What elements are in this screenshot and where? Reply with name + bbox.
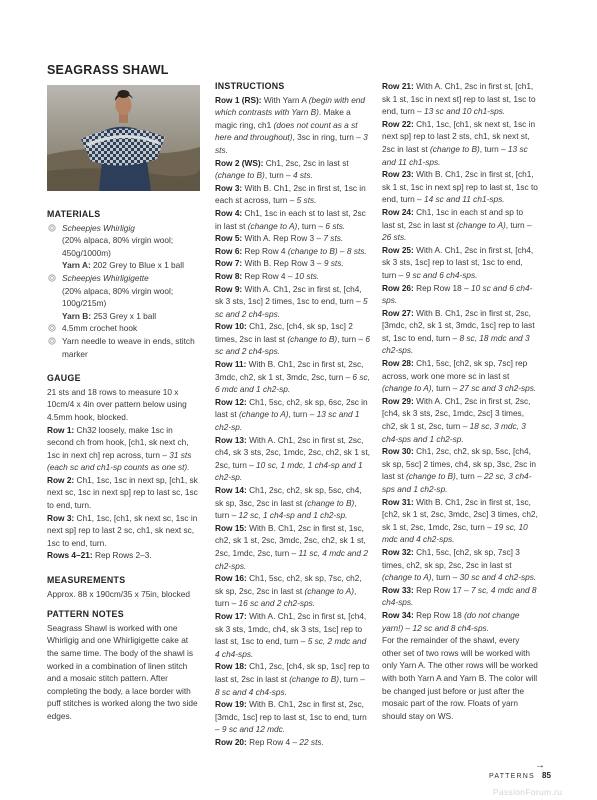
- pattern-row-label: Row 4:: [215, 207, 243, 218]
- pattern-row-note: 6 sts.: [325, 220, 346, 231]
- pattern-row: [215, 572, 370, 610]
- yarn-bullet-icon: [48, 274, 56, 282]
- pattern-row-text: With A. Ch1, 2sc in first st, [ch1, sk 1 st, 1sc in next st] rep to last st, 1sc to end, turn –: [382, 81, 536, 117]
- pattern-row-note: (change to B): [304, 497, 355, 508]
- pattern-row-note: 30 sc and 4 ch2-sps.: [459, 572, 537, 583]
- pattern-row-text: Ch1, 2sc, 2sc in last st: [263, 157, 349, 168]
- pattern-notes-text: Seagrass Shawl is worked with one Whirligig and one Whirligigette cake at the same time. The body of the shawl is worked in a combination of linen stitch and a mosaic stitch pattern. After completing the body, a lace border with puff stitches is worked along the two side edges.: [47, 622, 198, 721]
- pattern-row-text: Rep Row 4: [242, 245, 288, 256]
- pattern-row-note: 4 sts.: [292, 170, 313, 181]
- gauge-row-1: [47, 424, 200, 474]
- pattern-row-note: (change to B): [429, 143, 480, 154]
- pattern-row-text: With A. Rep Row 3 –: [242, 233, 324, 244]
- pattern-row: [215, 660, 370, 698]
- pattern-row-note: 13 sc and 10 ch1-sps.: [423, 106, 506, 117]
- pattern-row-text: With B. Ch1, 2sc in first st, 1sc in each st across, turn –: [215, 182, 366, 206]
- pattern-row-label: Row 23:: [382, 169, 414, 180]
- pattern-row-label: Row 15:: [215, 522, 247, 533]
- pattern-row-note: 16 sc and 2 ch2-sps.: [238, 598, 316, 609]
- pattern-row-label: Row 25:: [382, 244, 414, 255]
- pattern-row-label: Row 7:: [215, 258, 243, 269]
- pattern-row: [215, 182, 370, 207]
- footer-section-label: PATTERNS: [489, 773, 535, 780]
- pattern-row-note: 7 sc, 4 mdc and 8 ch4-sps.: [382, 584, 537, 608]
- pattern-row: [215, 320, 370, 358]
- pattern-row-label: Row 30:: [382, 446, 414, 457]
- pattern-row-label: Row 27:: [382, 307, 414, 318]
- pattern-row-text: With A. Ch1, 2sc in first st, 2sc, [ch4, sk 3 sts, 2sc, 1mdc, 2sc] 3 times, ch2, sk 1 st, 2sc, turn –: [382, 395, 531, 432]
- yarn-b-line: [47, 310, 200, 323]
- gauge-heading: GAUGE: [47, 373, 81, 384]
- pattern-row-text: Ch1, 2sc, ch2, sk sp, 5sc, ch4, sk sp, 3sc, 2sc in last st: [215, 485, 362, 508]
- pattern-row: [382, 357, 538, 395]
- yarn-b-text: 253 Grey x 1 ball: [91, 310, 157, 321]
- pattern-row-text: , turn –: [505, 219, 532, 230]
- gauge-row-label: Row 3:: [47, 512, 75, 523]
- pattern-row: [215, 270, 370, 283]
- pattern-row-text: –: [403, 622, 413, 633]
- gauge-rows-repeat: [47, 549, 200, 562]
- pattern-row-label: Row 33:: [382, 584, 414, 595]
- pattern-row-text: –: [337, 245, 347, 256]
- pattern-row-label: Row 13:: [215, 434, 247, 445]
- pattern-row-text: , 3sc in ring, turn –: [292, 132, 364, 143]
- pattern-row-note: 11 sc, 4 mdc and 2 ch2-sps.: [215, 547, 368, 571]
- pattern-row-text: With Yarn A: [261, 94, 309, 105]
- pattern-notes-heading: PATTERN NOTES: [47, 609, 124, 620]
- pattern-row-text: , turn –: [288, 409, 317, 420]
- pattern-row-text: . Make a magic ring, ch1: [215, 107, 351, 130]
- pattern-row-label: Row 32:: [382, 546, 414, 557]
- yarn2-name: Scheepjes Whirligigette: [62, 272, 149, 283]
- pattern-row-note: (change to A): [382, 572, 432, 583]
- pattern-row-note: (change to A): [382, 383, 432, 394]
- yarn1-composition-a: (20% alpaca, 80% virgin wool;: [62, 235, 174, 246]
- pattern-row-note: 7 sts.: [323, 233, 344, 244]
- pattern-row-text: , turn –: [479, 143, 508, 154]
- pattern-row-note: (change to B): [215, 170, 265, 181]
- instructions-continued-column: [382, 80, 538, 722]
- pattern-row-label: Row 22:: [382, 118, 414, 129]
- pattern-row-text: Ch1, 2sc, [ch4, sk sp, 1sc] rep to last st, 2sc in last st: [215, 661, 370, 684]
- pattern-row-label: Row 9:: [215, 283, 243, 294]
- pattern-row-note: 3 sts.: [215, 132, 368, 155]
- yarn2-composition-a: (20% alpaca, 80% virgin wool;: [62, 285, 174, 296]
- pattern-row-text: Ch1, 2sc, [ch4, sk sp, 1sc] 2 times, 2sc in last st: [215, 321, 353, 344]
- pattern-row-label: Row 6:: [215, 245, 243, 256]
- shawl-photo: [47, 85, 200, 191]
- pattern-row-text: , turn –: [431, 572, 460, 583]
- measurements-text: Approx. 88 x 190cm/35 x 75in, blocked: [47, 588, 190, 599]
- pattern-row-note: 26 sts.: [382, 232, 407, 243]
- pattern-row: [382, 206, 538, 244]
- pattern-row-label: Row 11:: [215, 359, 247, 370]
- pattern-row-label: Row 16:: [215, 573, 247, 584]
- pattern-row-label: Row 28:: [382, 358, 414, 369]
- pattern-row-note: 5 sc and 2 ch4-sps.: [215, 296, 368, 319]
- pattern-row-note: 8 sc and 4 ch4-sps.: [215, 686, 287, 697]
- pattern-row-text: Ch1, 5sc, ch2, sk sp, 6sc, 2sc in last st: [215, 396, 368, 420]
- pattern-row: [215, 245, 370, 258]
- pattern-row: [215, 257, 370, 270]
- pattern-row: [382, 168, 538, 206]
- pattern-row-text: , turn –: [339, 673, 365, 684]
- pattern-row-note: (change to A): [304, 585, 354, 596]
- pattern-row-note: 13 sc and 1 ch2-sp.: [215, 409, 360, 433]
- pattern-row-note: 9 sc and 6 ch4-sps.: [405, 269, 478, 280]
- pattern-row-note: 19 sc, 10 mdc and 4 ch2-sps.: [382, 521, 528, 545]
- pattern-row-note: 12 sc, 1 ch4-sp and 1 ch2-sp.: [238, 510, 348, 521]
- pattern-row: [215, 698, 370, 736]
- instructions-heading: INSTRUCTIONS: [215, 81, 285, 91]
- gauge-row-text: Ch1, 1sc, [ch1, sk next sc, 1sc in next sp] rep to last 2 sc, ch1, sk next sc, 1sc to end, turn.: [47, 512, 198, 548]
- pattern-row-text: With B. Rep Row 3 –: [242, 258, 324, 269]
- pattern-row: [382, 307, 538, 357]
- pattern-row-text: With B. Ch1, 2sc in first st, 2sc, 3mdc, ch2, sk 1 st, 3mdc, 2sc, turn –: [215, 359, 364, 382]
- pattern-row: [215, 434, 370, 484]
- pattern-row-note: 9 sts.: [323, 258, 344, 269]
- pattern-row-note: 5 sts.: [296, 195, 317, 206]
- gauge-row-label: Rows 4–21:: [47, 550, 93, 561]
- pattern-row-note: 27 sc and 3 ch2-sps.: [459, 383, 537, 394]
- pattern-row-label: Row 20:: [215, 736, 247, 747]
- pattern-row-note: (does not count as a st here and throughout): [215, 119, 358, 143]
- pattern-row: [215, 736, 370, 749]
- instructions-rows-continued: [382, 80, 538, 634]
- pattern-row-text: With A. Ch1, 2sc in first st, 2sc, ch4, sk 3 sts, 2sc, 1mdc, 2sc, ch2, sk 1 st, 2sc, turn –: [215, 434, 370, 470]
- yarn1-composition-b: 450g/1000m): [62, 247, 111, 258]
- materials-yarn2: [47, 272, 200, 285]
- pattern-row: [382, 496, 538, 546]
- pattern-row-note: 10 sc and 6 ch4-sps.: [382, 282, 533, 306]
- pattern-row-text: , turn –: [264, 170, 293, 181]
- pattern-row-note: 8 sc, 18 mdc and 3 ch2-sps.: [382, 332, 530, 356]
- pattern-row-note: 18 sc, 3 mdc, 3 ch4-sps and 1 ch2-sp.: [382, 421, 526, 444]
- pattern-row-note: (change to B): [287, 333, 338, 344]
- pattern-row: [382, 546, 538, 584]
- hook-text: 4.5mm crochet hook: [62, 323, 138, 334]
- gauge-row-label: Row 2:: [47, 474, 75, 485]
- pattern-row-note: 22 sc, 3 ch4-sps and 1 ch2-sp.: [382, 471, 532, 494]
- materials-heading: MATERIALS: [47, 209, 101, 219]
- yarn1-name: Scheepjes Whirligig: [62, 222, 135, 233]
- pattern-row-label: Row 21:: [382, 81, 414, 91]
- pattern-row-note: (change to A): [247, 220, 298, 231]
- pattern-row-text: , turn –: [455, 471, 484, 482]
- pattern-row-label: Row 31:: [382, 496, 414, 507]
- pattern-row: [215, 484, 370, 522]
- pattern-row-text: With B. Ch1, 2sc in first st, 2sc, [3mdc, 1sc] rep to last st, 1sc to end, turn –: [215, 699, 367, 735]
- pattern-row-label: Row 26:: [382, 282, 414, 293]
- pattern-row: [382, 282, 538, 307]
- pattern-row-label: Row 12:: [215, 396, 247, 407]
- page-number: 85: [542, 771, 551, 780]
- page-title: SEAGRASS SHAWL: [47, 63, 169, 77]
- yarn-a-line: [47, 259, 200, 272]
- pattern-row-text: Rep Row 18: [413, 609, 465, 620]
- materials-needle: [47, 335, 200, 360]
- pattern-row-note: 22 sts.: [299, 736, 324, 747]
- pattern-row-text: Ch1, 1sc in each st to last st, 2sc in last st: [215, 207, 366, 231]
- gauge-row-text: Ch1, 1sc, 1sc in next sp, [ch1, sk next sc, 1sc in next sp] rep to last sc, 1sc to end, turn.: [47, 474, 198, 511]
- yarn-bullet-icon: [48, 324, 56, 332]
- pattern-row-text: Ch1, 1sc, [ch1, sk next st, 1sc in next sp] rep to last 2 sts, ch1, sk next st, 2sc in last st: [382, 118, 536, 154]
- yarn-bullet-icon: [48, 337, 56, 345]
- pattern-row-note: 9 sc and 12 mdc.: [221, 724, 286, 735]
- gauge-row-text: Ch32 loosely, make 1sc in second ch from hook, [ch1, sk next ch, 1sc in next ch] rep across, turn –: [47, 424, 189, 460]
- pattern-row: [215, 157, 370, 182]
- pattern-row-label: Row 18:: [215, 661, 247, 672]
- pattern-row: [215, 232, 370, 245]
- pattern-row-text: With B. Ch1, 2sc in first st, 2sc, [3mdc, ch2, sk 1 st, 3mdc, 1sc] rep to last st, 1sc to end, turn –: [382, 307, 535, 343]
- pattern-row-label: Row 14:: [215, 485, 247, 495]
- pattern-row: [215, 94, 370, 157]
- pattern-row: [382, 118, 538, 168]
- pattern-row-note: 12 sc and 8 ch4-sps.: [412, 622, 490, 633]
- pattern-row-text: With B. Ch1, 2sc in first st, 1sc, ch2, sk 1 st, 2sc, 3mdc, 2sc, ch2, sk 1 st, 2sc, 1mdc, 2sc, turn –: [215, 522, 366, 558]
- pattern-row-label: Row 24:: [382, 206, 414, 217]
- pattern-row-note: (change to A): [238, 409, 289, 420]
- pattern-row: [382, 609, 538, 634]
- pattern-row-note: (change to B): [405, 471, 456, 482]
- pattern-row-text: Ch1, 5sc, [ch2, sk sp, 7sc] 3 times, ch2, sk sp, 2sc, 2sc in last st: [382, 546, 520, 570]
- watermark: PassionForum.ru: [493, 787, 563, 797]
- continue-arrow-icon: →: [535, 760, 545, 771]
- left-column: [47, 208, 200, 723]
- pattern-row-label: Row 8:: [215, 270, 243, 281]
- gauge-row-text: Rep Rows 2–3.: [92, 550, 152, 561]
- measurements-heading: MEASUREMENTS: [47, 575, 126, 586]
- needle-text: Yarn needle to weave in ends, stitch marker: [62, 335, 195, 359]
- pattern-row-text: , turn –: [431, 383, 460, 394]
- pattern-row-note: 14 sc and 11 ch1-sps.: [423, 194, 505, 205]
- pattern-row-label: Row 17:: [215, 610, 247, 621]
- pattern-row-text: With B. Ch1, 2sc in first st, 1sc, [ch2, sk 1 st, 2sc, 3mdc, 2sc] 3 times, ch2, sk 1 st, 2sc, 1mdc, 2sc, turn –: [382, 496, 538, 532]
- pattern-row-label: Row 19:: [215, 699, 247, 710]
- pattern-row: [215, 610, 370, 660]
- pattern-row-text: Ch1, 2sc, ch2, sk sp, 5sc, [ch4, sk sp, 5sc] 2 times, ch4, sk sp, 3sc, 2sc in last st: [382, 446, 537, 482]
- gauge-row-label: Row 1:: [47, 424, 75, 435]
- pattern-row: [382, 584, 538, 609]
- pattern-row: [382, 80, 538, 118]
- pattern-row-label: Row 10:: [215, 321, 247, 332]
- pattern-row-note: 5 sc, 2 mdc and 4 ch4-sps.: [215, 636, 367, 659]
- pattern-row-text: With B. Ch1, 2sc in first st, [ch1, sk 1 st, 1sc in next sp] rep to last st, 1sc to end, turn –: [382, 169, 538, 205]
- pattern-row-label: Row 3:: [215, 182, 243, 193]
- closing-paragraph: For the remainder of the shawl, every other set of two rows will be worked with only Yarn A. The other rows will be worked with both Yarn A and Yarn B. The color will be changed just before or just after the mosaic part of the row. Floats of yarn should stay on WS.: [382, 635, 538, 721]
- pattern-row-text: With A. Ch1, 2sc in first st, [ch4, sk 3 sts, 1mdc, ch4, sk 3 sts, 1sc] rep to last st, 1sc to end, turn –: [215, 610, 367, 647]
- yarn-a-text: 202 Grey to Blue x 1 ball: [90, 260, 184, 271]
- pattern-row-text: Ch1, 1sc in each st and sp to last st, 2sc in last st: [382, 206, 524, 230]
- yarn-bullet-icon: [48, 224, 56, 232]
- instructions-rows: [215, 94, 370, 749]
- instructions-column: [215, 80, 370, 748]
- pattern-row-text: Rep Row 18 –: [413, 282, 471, 293]
- pattern-row: [382, 395, 538, 445]
- pattern-row-text: , turn –: [215, 497, 357, 521]
- pattern-row-label: Row 34:: [382, 609, 414, 620]
- pattern-row-label: Row 2 (WS):: [215, 157, 264, 168]
- pattern-row: [215, 358, 370, 396]
- pattern-row: [382, 244, 538, 282]
- pattern-row-note: (change to A): [456, 219, 506, 230]
- pattern-row-note: 6 sc, 6 mdc and 1 ch2-sp.: [215, 371, 370, 395]
- pattern-row-text: Rep Row 17 –: [413, 584, 471, 595]
- pattern-row-text: Ch1, 5sc, ch2, sk sp, 7sc, ch2, sk sp, 2sc, 2sc in last st: [215, 573, 362, 596]
- pattern-row-note: (change to B): [287, 245, 338, 256]
- pattern-row-label: Row 5:: [215, 233, 243, 244]
- pattern-row-text: With A. Ch1, 2sc in first st, [ch4, sk 3 sts, 1sc] 2 times, 1sc to end, turn –: [215, 283, 364, 307]
- pattern-row-text: Rep Row 4 –: [242, 270, 295, 281]
- pattern-row-text: Ch1, 5sc, [ch2, sk sp, 7sc] rep across, work one more sc in last st: [382, 358, 528, 381]
- pattern-row-text: With A. Ch1, 2sc in first st, [ch4, sk 3 sts, 1sc] rep to last st, 1sc to end, turn –: [382, 244, 534, 280]
- materials-hook: [47, 322, 200, 335]
- gauge-row-count: 31 sts (each sc and ch1-sp counts as one st).: [47, 449, 192, 473]
- gauge-text: 21 sts and 18 rows to measure 10 x 10cm/4 x 4in over pattern below using 4.5mm hook, blocked.: [47, 386, 187, 422]
- pattern-row: [382, 445, 538, 495]
- pattern-row-text: , turn –: [215, 585, 357, 609]
- pattern-row-label: Row 29:: [382, 395, 414, 406]
- yarn-b-label: Yarn B:: [62, 310, 92, 321]
- gauge-row-2: [47, 474, 200, 512]
- gauge-row-3: [47, 512, 200, 550]
- pattern-row: [215, 522, 370, 572]
- pattern-row-note: 13 sc and 11 ch1-sps.: [382, 143, 528, 167]
- pattern-row-label: Row 1 (RS):: [215, 94, 262, 105]
- pattern-row: [215, 396, 370, 434]
- pattern-row-note: (begin with end which contrasts with Yarn B): [215, 94, 366, 118]
- pattern-row-text: , turn –: [337, 333, 366, 344]
- pattern-row: [215, 207, 370, 232]
- pattern-row-text: Rep Row 4 –: [246, 736, 300, 747]
- yarn-a-label: Yarn A:: [62, 260, 91, 271]
- pattern-row-text: , turn –: [297, 220, 326, 231]
- materials-yarn1: [47, 222, 200, 235]
- yarn2-composition-b: 100g/215m): [62, 298, 107, 309]
- pattern-row-note: 10 sc, 1 mdc, 1 ch4-sp and 1 ch2-sp.: [215, 459, 363, 483]
- pattern-row-note: 8 sts.: [346, 245, 367, 256]
- pattern-row: [215, 283, 370, 321]
- pattern-row-note: 10 sts.: [294, 270, 320, 281]
- pattern-row-note: (do not change yarn!): [382, 609, 520, 633]
- pattern-row-note: (change to B): [289, 673, 340, 684]
- pattern-row-note: 6 sc and 2 ch4-sps.: [215, 333, 370, 357]
